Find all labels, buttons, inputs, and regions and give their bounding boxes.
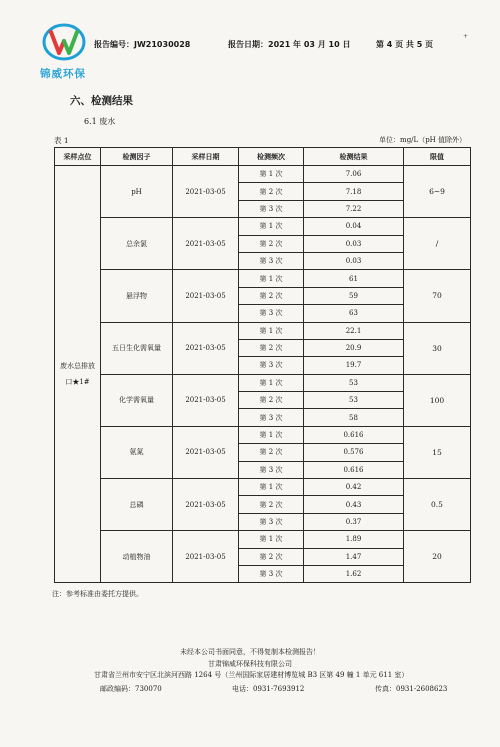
- frequency-cell: 第 1 次: [239, 426, 304, 443]
- footer-phone: 电话：0931-7693912: [232, 685, 305, 693]
- frequency-cell: 第 2 次: [239, 444, 304, 461]
- factor-cell: 动植物油: [101, 531, 173, 583]
- frequency-cell: 第 3 次: [239, 200, 304, 217]
- table-row: [55, 426, 471, 443]
- header-factor: 检测因子: [101, 148, 173, 166]
- result-cell: 7.06: [304, 166, 404, 183]
- result-cell: 0.42: [304, 479, 404, 496]
- result-cell: 61: [304, 270, 404, 287]
- table-row: [55, 218, 471, 235]
- frequency-cell: 第 2 次: [239, 392, 304, 409]
- frequency-cell: 第 3 次: [239, 461, 304, 478]
- frequency-cell: 第 1 次: [239, 374, 304, 391]
- section-title: 六、检测结果: [70, 95, 133, 107]
- frequency-cell: 第 2 次: [239, 183, 304, 200]
- table-note: 注：参考标准由委托方提供。: [52, 590, 143, 598]
- factor-cell: 氨氮: [101, 426, 173, 478]
- frequency-cell: 第 3 次: [239, 357, 304, 374]
- factor-cell: 总余氯: [101, 218, 173, 270]
- result-cell: 7.22: [304, 200, 404, 217]
- result-cell: 22.1: [304, 322, 404, 339]
- frequency-cell: 第 2 次: [239, 496, 304, 513]
- result-cell: 0.03: [304, 235, 404, 252]
- result-cell: 0.616: [304, 461, 404, 478]
- frequency-cell: 第 3 次: [239, 513, 304, 530]
- result-cell: 1.62: [304, 565, 404, 582]
- result-cell: 1.89: [304, 531, 404, 548]
- results-table: [54, 147, 471, 583]
- header-result: 检测结果: [304, 148, 404, 166]
- sampling-point-cell: 废水总排放口★1#: [55, 166, 101, 583]
- frequency-cell: 第 3 次: [239, 409, 304, 426]
- result-cell: 20.9: [304, 339, 404, 356]
- frequency-cell: 第 1 次: [239, 322, 304, 339]
- table-row: [55, 322, 471, 339]
- frequency-cell: 第 3 次: [239, 565, 304, 582]
- date-cell: 2021-03-05: [173, 374, 239, 426]
- frequency-cell: 第 3 次: [239, 252, 304, 269]
- result-cell: 0.37: [304, 513, 404, 530]
- page-info: 第 4 页 共 5 页: [376, 40, 434, 49]
- result-cell: 19.7: [304, 357, 404, 374]
- result-cell: 7.18: [304, 183, 404, 200]
- limit-cell: 70: [404, 270, 471, 322]
- header-limit: 限值: [404, 148, 471, 166]
- table-label: 表 1: [54, 136, 69, 145]
- table-row: [55, 270, 471, 287]
- unit-label: 单位：mg/L（pH 值除外）: [379, 136, 466, 144]
- factor-cell: 总磷: [101, 479, 173, 531]
- frequency-cell: 第 2 次: [239, 287, 304, 304]
- report-number: 报告编号：JW21030028: [94, 40, 191, 49]
- logo-text: 锦威环保: [40, 68, 86, 80]
- factor-cell: pH: [101, 166, 173, 218]
- limit-cell: 0.5: [404, 479, 471, 531]
- date-cell: 2021-03-05: [173, 270, 239, 322]
- result-cell: 0.04: [304, 218, 404, 235]
- date-cell: 2021-03-05: [173, 531, 239, 583]
- limit-cell: /: [404, 218, 471, 270]
- date-cell: 2021-03-05: [173, 426, 239, 478]
- table-header-row: [55, 148, 471, 166]
- company-logo-icon: [42, 22, 86, 62]
- result-cell: 53: [304, 392, 404, 409]
- limit-cell: 6~9: [404, 166, 471, 218]
- frequency-cell: 第 2 次: [239, 339, 304, 356]
- frequency-cell: 第 2 次: [239, 235, 304, 252]
- result-cell: 0.03: [304, 252, 404, 269]
- header-date: 采样日期: [173, 148, 239, 166]
- limit-cell: 100: [404, 374, 471, 426]
- footer-postcode: 邮政编码：730070: [100, 685, 162, 693]
- table-row: [55, 531, 471, 548]
- section-subtitle: 6.1 废水: [84, 117, 116, 126]
- factor-cell: 悬浮物: [101, 270, 173, 322]
- result-cell: 0.43: [304, 496, 404, 513]
- header-point: 采样点位: [55, 148, 101, 166]
- limit-cell: 30: [404, 322, 471, 374]
- frequency-cell: 第 1 次: [239, 270, 304, 287]
- table-row: [55, 479, 471, 496]
- footer-fax: 传真：0931-2608623: [375, 685, 448, 693]
- date-cell: 2021-03-05: [173, 322, 239, 374]
- header-frequency: 检测频次: [239, 148, 304, 166]
- result-cell: 59: [304, 287, 404, 304]
- result-cell: 53: [304, 374, 404, 391]
- date-cell: 2021-03-05: [173, 218, 239, 270]
- footer-address: 甘肃省兰州市安宁区北滨河西路 1264 号（兰州国际家居建材博览城 B3 区第 49 幢 1 单元 611 室）: [94, 671, 409, 679]
- result-cell: 0.576: [304, 444, 404, 461]
- table-row: [55, 374, 471, 391]
- factor-cell: 五日生化需氧量: [101, 322, 173, 374]
- result-cell: 1.47: [304, 548, 404, 565]
- result-cell: 63: [304, 305, 404, 322]
- limit-cell: 20: [404, 531, 471, 583]
- table-body: [55, 166, 471, 583]
- frequency-cell: 第 3 次: [239, 305, 304, 322]
- frequency-cell: 第 1 次: [239, 479, 304, 496]
- date-cell: 2021-03-05: [173, 166, 239, 218]
- date-cell: 2021-03-05: [173, 479, 239, 531]
- limit-cell: 15: [404, 426, 471, 478]
- footer-company-name: 甘肃锦威环保科技有限公司: [208, 660, 292, 668]
- frequency-cell: 第 1 次: [239, 531, 304, 548]
- result-cell: 0.616: [304, 426, 404, 443]
- frequency-cell: 第 1 次: [239, 166, 304, 183]
- result-cell: 58: [304, 409, 404, 426]
- footer-copyright-notice: 未经本公司书面同意，不得复制本检测报告！: [180, 648, 320, 656]
- report-date: 报告日期：2021 年 03 月 10 日: [228, 40, 351, 49]
- factor-cell: 化学需氧量: [101, 374, 173, 426]
- corner-mark: +: [462, 33, 468, 40]
- table-row: [55, 166, 471, 183]
- frequency-cell: 第 1 次: [239, 218, 304, 235]
- frequency-cell: 第 2 次: [239, 548, 304, 565]
